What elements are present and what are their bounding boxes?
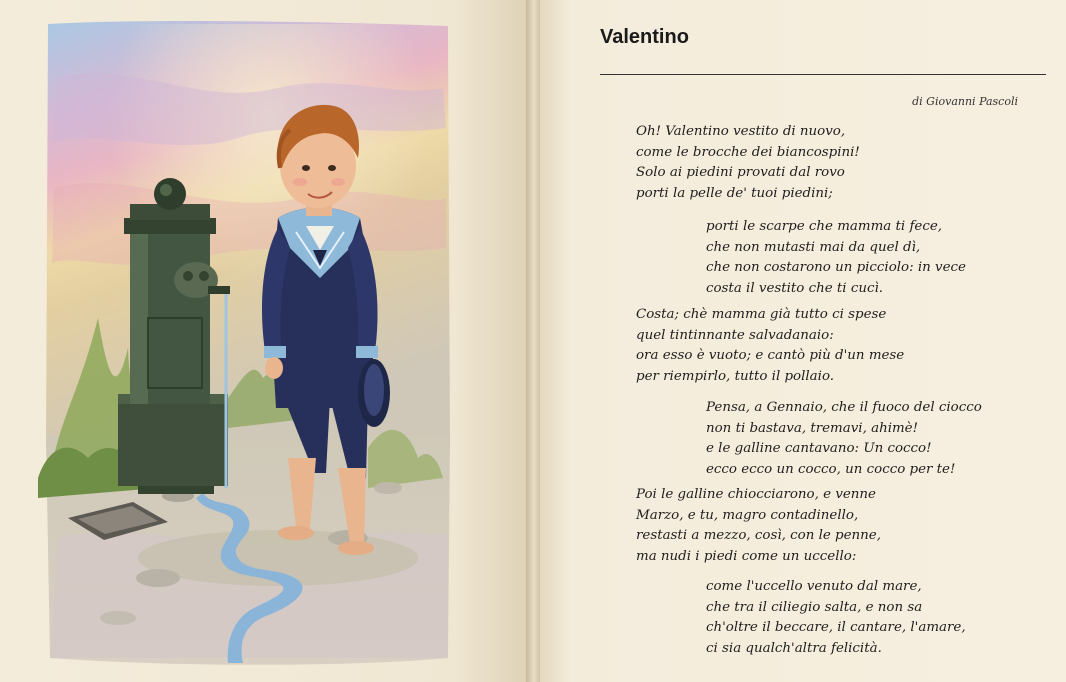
stanza — [636, 305, 904, 388]
right-page — [540, 0, 1066, 682]
poem-line: porti le scarpe che mamma ti fece, — [706, 219, 943, 234]
poem-line: ci sia qualch'altra felicità. — [706, 641, 882, 657]
illustration-boy-at-fountain — [38, 18, 456, 670]
poem-line: Solo ai piedini provati dal rovo — [636, 165, 845, 181]
poem-line: e le galline cantavano: Un cocco! — [706, 441, 932, 457]
poem-line: costa il vestito che ti cucì. — [706, 281, 883, 297]
stanza — [706, 398, 982, 481]
stanza — [706, 217, 966, 300]
poem-line: Pensa, a Gennaio, che il fuoco del ciocco — [706, 400, 982, 415]
title-rule — [600, 74, 1046, 75]
poem-line: porti la pelle de' tuoi piedini; — [636, 186, 833, 202]
poem-title: Valentino — [600, 26, 689, 48]
poem-line: che non mutasti mai da quel dì, — [706, 239, 921, 255]
stanza — [636, 485, 881, 568]
poem-line: Oh! Valentino vestito di nuovo, — [636, 124, 846, 139]
poem-line: Costa; chè mamma già tutto ci spese — [636, 307, 887, 322]
poem-line: ma nudi i piedi come un uccello: — [636, 549, 857, 565]
poem-line: come le brocche dei biancospini! — [636, 144, 860, 160]
poem-line: ecco ecco un cocco, un cocco per te! — [706, 462, 956, 478]
poem-line: che tra il ciliegio salta, e non sa — [706, 599, 923, 615]
poem-line: ch'oltre il beccare, il cantare, l'amare, — [706, 620, 966, 636]
poem-line: che non costarono un picciolo: in vece — [706, 260, 966, 276]
stanza — [706, 577, 966, 660]
poem-line: Marzo, e tu, magro contadinello, — [636, 507, 859, 523]
poem-author: di Giovanni Pascoli — [912, 95, 1018, 108]
stanza — [636, 122, 860, 205]
poem-line: come l'uccello venuto dal mare, — [706, 579, 922, 594]
poem-line: per riempirlo, tutto il pollaio. — [636, 369, 835, 385]
poem-line: non ti bastava, tremavi, ahimè! — [706, 420, 918, 436]
poem-line: ora esso è vuoto; e cantò più d'un mese — [636, 348, 905, 364]
poem-line: restasti a mezzo, così, con le penne, — [636, 528, 881, 544]
poem-line: quel tintinnante salvadanaio: — [636, 327, 834, 343]
poem-line: Poi le galline chiocciarono, e venne — [636, 487, 876, 502]
